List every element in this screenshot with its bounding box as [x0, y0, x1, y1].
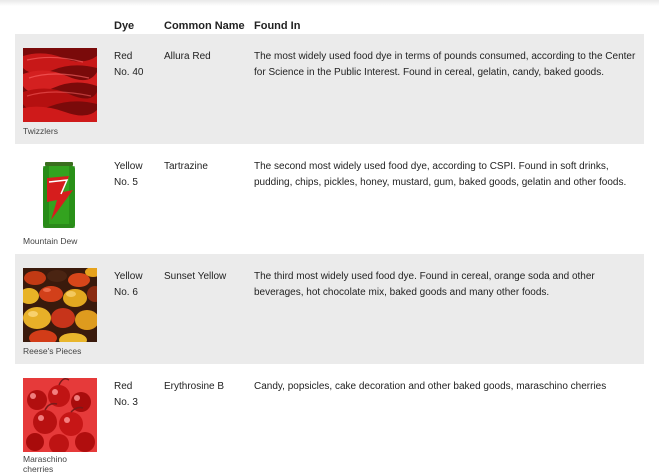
header-dye: Dye: [114, 20, 135, 32]
dye-cell: [114, 269, 154, 301]
dye-number: No. 5: [114, 177, 138, 188]
dye-number: No. 40: [114, 67, 144, 78]
table-row: [15, 254, 644, 364]
found-in-cell: Candy, popsicles, cake decoration and other baked goods, maraschino cherries: [254, 381, 607, 392]
twizzlers-image: [23, 48, 97, 122]
common-name-cell: Tartrazine: [164, 161, 208, 172]
image-caption: Twizzlers: [23, 126, 58, 136]
found-in-cell: The third most widely used food dye. Found in cereal, orange soda and other beverages, hot chocolate mix, baked goods and many other foods.: [254, 271, 595, 298]
image-caption: Reese's Pieces: [23, 346, 82, 356]
dye-color: Red: [114, 381, 133, 392]
table-row: [15, 364, 644, 472]
header-common-name: Common Name: [164, 20, 245, 32]
table-row: [15, 144, 644, 254]
dye-number: No. 3: [114, 397, 138, 408]
dye-cell: [114, 159, 154, 191]
header-found-in: Found In: [254, 20, 301, 32]
image-caption: Maraschino cherries: [23, 454, 67, 474]
common-name-cell: Sunset Yellow: [164, 271, 227, 282]
table-row: [15, 34, 644, 144]
dye-color: Yellow: [114, 271, 143, 282]
dye-number: No. 6: [114, 287, 138, 298]
dye-cell: [114, 49, 154, 81]
mountain-dew-image: [23, 158, 97, 232]
maraschino-cherries-image: [23, 378, 97, 452]
common-name-cell: Allura Red: [164, 51, 211, 62]
found-in-cell: The most widely used food dye in terms of pounds consumed, according to the Center for Science in the Public Interest. Found in cereal, gelatin, candy, baked goods.: [254, 51, 636, 78]
dye-cell: [114, 379, 154, 411]
reeses-pieces-image: [23, 268, 97, 342]
common-name-cell: Erythrosine B: [164, 381, 225, 392]
found-in-cell: The second most widely used food dye, according to CSPI. Found in soft drinks, pudding, chips, pickles, honey, mustard, gum, baked goods, gelatin and other foods.: [254, 161, 627, 188]
image-caption: Mountain Dew: [23, 236, 78, 246]
dye-color: Yellow: [114, 161, 143, 172]
dye-color: Red: [114, 51, 133, 62]
